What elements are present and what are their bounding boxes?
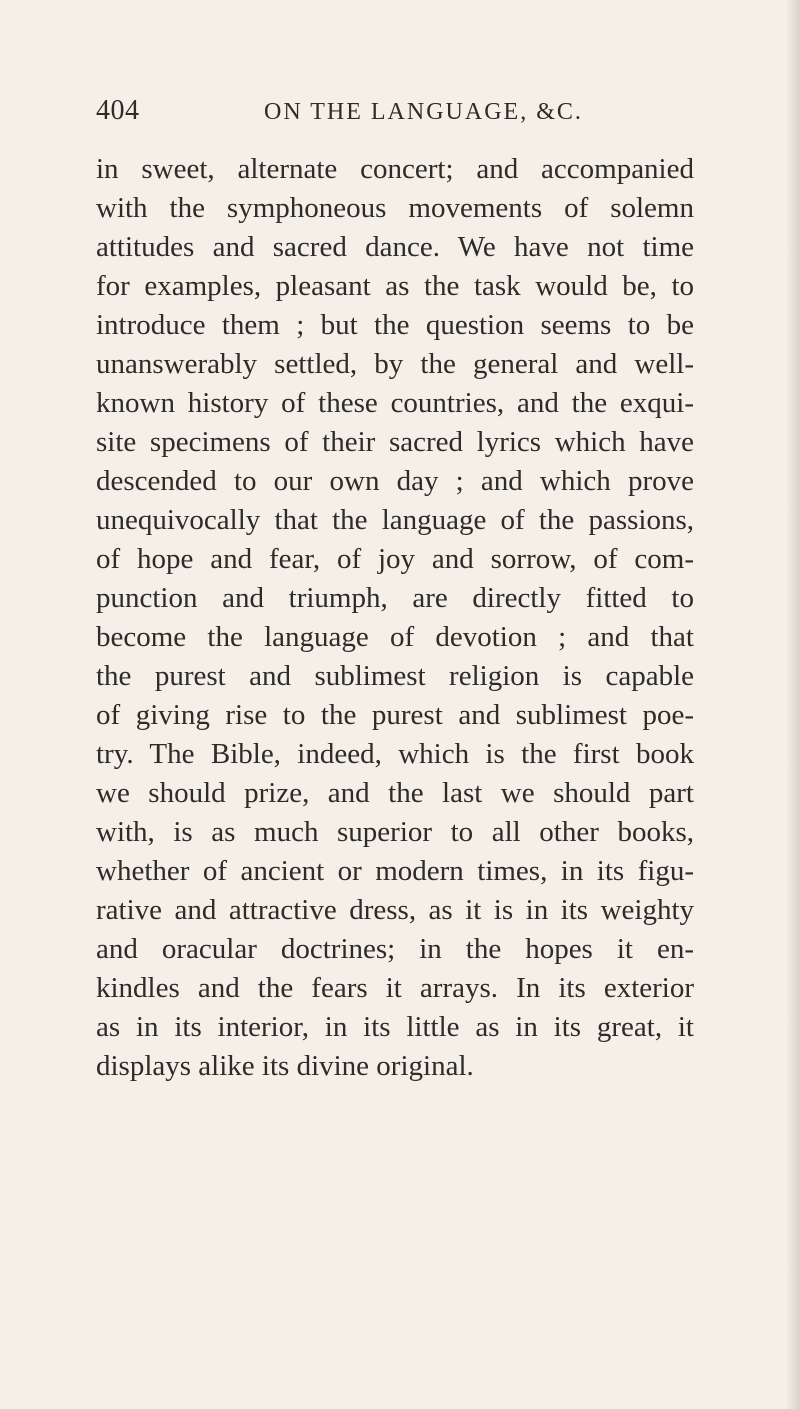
text-line: for examples, pleasant as the task would be, to (96, 270, 694, 302)
text-line: whether of ancient or modern times, in its figu- (96, 855, 694, 887)
text-line: known history of these countries, and the exqui- (96, 387, 694, 419)
text-line: unequivocally that the language of the passions, (96, 504, 694, 536)
text-line: of hope and fear, of joy and sorrow, of com- (96, 543, 694, 575)
text-line: and oracular doctrines; in the hopes it en- (96, 933, 694, 965)
text-line: of giving rise to the purest and sublimest poe- (96, 699, 694, 731)
text-line: the purest and sublimest religion is capable (96, 660, 694, 692)
text-line: in sweet, alternate concert; and accompanied (96, 153, 694, 185)
text-line: try. The Bible, indeed, which is the first book (96, 738, 694, 770)
text-line: we should prize, and the last we should part (96, 777, 694, 809)
text-line: descended to our own day ; and which prove (96, 465, 694, 497)
page-edge-shadow (786, 0, 800, 1409)
text-line: rative and attractive dress, as it is in its weighty (96, 894, 694, 926)
text-line: displays alike its divine original. (96, 1050, 474, 1082)
text-line: introduce them ; but the question seems to be (96, 309, 694, 341)
text-line: kindles and the fears it arrays. In its exterior (96, 972, 694, 1004)
page-header (96, 95, 656, 135)
text-line: unanswerably settled, by the general and well- (96, 348, 694, 380)
running-title: ON THE LANGUAGE, &C. (264, 99, 583, 125)
text-line: with, is as much superior to all other books, (96, 816, 694, 848)
text-line: attitudes and sacred dance. We have not time (96, 231, 694, 263)
text-line: become the language of devotion ; and that (96, 621, 694, 653)
body-text (96, 150, 694, 1086)
text-line: with the symphoneous movements of solemn (96, 192, 694, 224)
text-line: punction and triumph, are directly fitted to (96, 582, 694, 614)
page-number: 404 (96, 95, 140, 126)
text-line: site specimens of their sacred lyrics which have (96, 426, 694, 458)
text-line: as in its interior, in its little as in its great, it (96, 1011, 694, 1043)
